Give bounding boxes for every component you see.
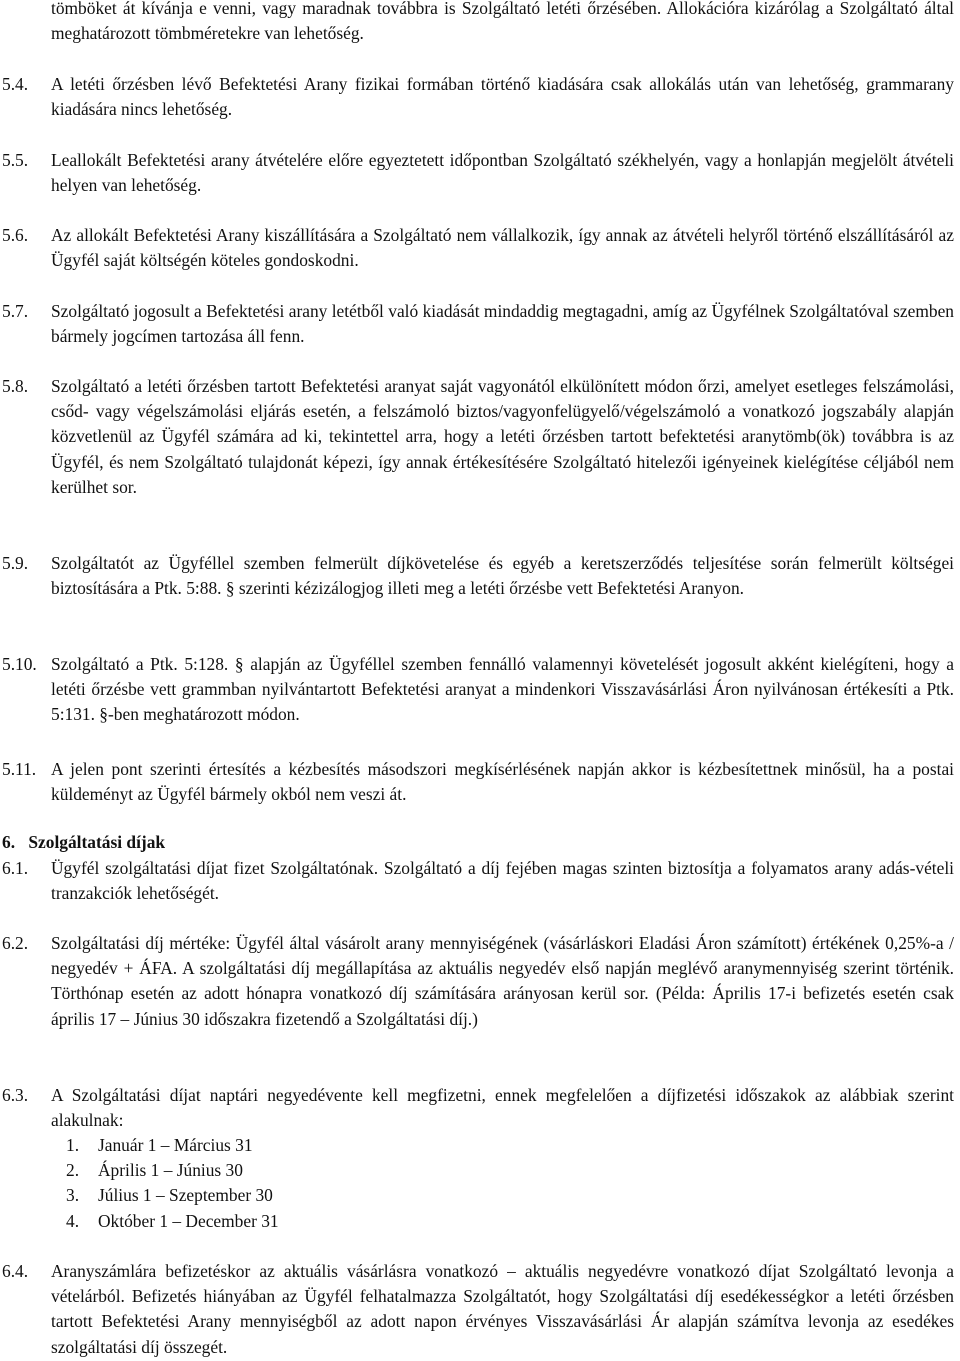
paragraph-number: 5.10. [2, 654, 37, 674]
list-item-number: 4. [66, 1210, 80, 1231]
list-item-number: 1. [66, 1135, 80, 1155]
section-heading [2, 830, 165, 855]
paragraph-number: 5.6. [2, 225, 29, 245]
paragraph-number: 6.4. [2, 1261, 29, 1281]
paragraph-5-6 [2, 223, 954, 273]
paragraph-text: Szolgáltatási díj mértéke: Ügyfél által vásárolt arany mennyiségének (vásárláskori Eladási Áron számított) értékének 0,25%-a / negyedév + ÁFA. A szolgáltatási díj megállapítása az aktuális negyedév első napján meglévő aranymennyiség szerint történik. Törthónap esetén az adott hónapra vonatkozó díj számítására arányosan kerül sor. (Példa: Április 17-i befizetés esetén csak április 17 – Június 30 időszakra fizetendő a Szolgáltatási díj.) [51, 933, 954, 1029]
intro-paragraph [2, 0, 954, 46]
paragraph-text: A Szolgáltatási díjat naptári negyedévente kell megfizetni, ennek megfelelően a díjfizetési időszakok az alábbiak szerint alakulnak: [51, 1085, 954, 1131]
paragraph-text: A jelen pont szerinti értesítés a kézbesítés másodszori megkísérlésének napján akkor is kézbesítettnek minősül, ha a postai küldeményt az Ügyfél bármely okból nem veszi át. [51, 759, 954, 805]
paragraph-6-4 [2, 1259, 954, 1360]
paragraph-text: Szolgáltatót az Ügyféllel szemben felmerült díjkövetelése és egyéb a keretszerződés teljesítése során felmerült költségei biztosítására a Ptk. 5:88. § szerinti kézizálogjog illeti meg a letéti őrzésbe vett Befektetési Aranyon. [51, 553, 954, 599]
paragraph-5-4 [2, 72, 954, 122]
list-item [66, 1133, 279, 1158]
paragraph-number: 5.4. [2, 74, 29, 94]
paragraph-text: Szolgáltató jogosult a Befektetési arany letétből való kiadását mindaddig megtagadni, amíg az Ügyfélnek Szolgáltatóval szemben bármely jogcímen tartozása áll fenn. [51, 301, 954, 347]
paragraph-5-11 [2, 757, 954, 807]
list-item-number: 3. [66, 1185, 80, 1206]
section-number: 6. [2, 832, 16, 852]
paragraph-5-5 [2, 148, 954, 198]
paragraph-5-7 [2, 299, 954, 349]
paragraph-text: A letéti őrzésben lévő Befektetési Arany fizikai formában történő kiadására csak allokálás után van lehetőség, grammarany kiadására nincs lehetőség. [51, 74, 954, 120]
paragraph-text: Az allokált Befektetési Arany kiszállítására a Szolgáltató nem vállalkozik, így annak az átvételi helyről történő elszállításáról az Ügyfél saját költségén köteles gondoskodni. [51, 225, 954, 271]
paragraph-number: 5.7. [2, 301, 29, 321]
paragraph-number: 5.9. [2, 553, 29, 573]
paragraph-number: 6.1. [2, 858, 29, 878]
paragraph-number: 6.3. [2, 1085, 29, 1105]
paragraph-5-10 [2, 652, 954, 728]
paragraph-number: 5.8. [2, 376, 29, 396]
period-list [66, 1133, 279, 1234]
paragraph-6-1 [2, 856, 954, 906]
list-item [66, 1183, 279, 1208]
paragraph-number: 6.2. [2, 933, 29, 953]
list-item [66, 1158, 279, 1183]
list-item-label: Július 1 – Szeptember 30 [98, 1185, 273, 1206]
paragraph-number: 5.11. [2, 759, 37, 779]
list-item-label: Október 1 – December 31 [98, 1210, 279, 1231]
list-item-label: Április 1 – Június 30 [98, 1160, 243, 1181]
paragraph-text: Szolgáltató a letéti őrzésben tartott Befektetési aranyat saját vagyonától elkülönített módon őrzi, amelyet esetleges felszámolási, csőd- vagy végelszámolási eljárás esetén, a felszámoló biztos/vagyonfelügyelő/végelszámoló a vonatkozó jogszabály alapján közvetlenül az Ügyfél számára ad ki, tekintettel arra, hogy a letéti őrzésben tartott befektetési aranytömb(ök) továbbra is az Ügyfél, és nem Szolgáltató tulajdonát képezi, így annak értékesítésére Szolgáltató hitelezői igényeinek kielégítése céljából nem kerülhet sor. [51, 376, 954, 497]
list-item-number: 2. [66, 1160, 80, 1181]
paragraph-6-2 [2, 931, 954, 1032]
paragraph-number: 5.5. [2, 150, 29, 170]
paragraph-text: Aranyszámlára befizetéskor az aktuális vásárlásra vonatkozó – aktuális negyedévre vonatkozó díjat Szolgáltató levonja a vételárból. Befizetés hiányában az Ügyfél felhatalmazza Szolgáltatót, hogy Szolgáltatási díj esedékességkor a letéti őrzésben tartott Befektetési Arany mennyiségből az adott napon érvényes Visszavásárlási Ár alapján számítva levonja az esedékes szolgáltatási díj összegét. [51, 1261, 954, 1357]
paragraph-6-3 [2, 1083, 954, 1133]
paragraph-text: Leallokált Befektetési arany átvételére előre egyeztetett időpontban Szolgáltató székhelyén, vagy a honlapján megjelölt átvételi helyen van lehetőség. [51, 150, 954, 196]
list-item-label: Január 1 – Március 31 [98, 1135, 253, 1155]
paragraph-5-9 [2, 551, 954, 601]
paragraph-text: Szolgáltató a Ptk. 5:128. § alapján az Ügyféllel szemben fennálló valamennyi követelését jogosult akként kielégíteni, hogy a letéti őrzésbe vett grammban nyilvántartott Befektetési aranyat a mindenkori Visszavásárlási Áron nyilvánosan értékesíti a Ptk. 5:131. §-ben meghatározott módon. [51, 654, 954, 725]
paragraph-text: Ügyfél szolgáltatási díjat fizet Szolgáltatónak. Szolgáltató a díj fejében magas szinten biztosítja a folyamatos arany adás-vételi tranzakciók lehetőségét. [51, 858, 954, 904]
section-title: Szolgáltatási díjak [28, 832, 166, 852]
paragraph-5-8 [2, 374, 954, 500]
list-item [66, 1209, 279, 1234]
paragraph-text: tömböket át kívánja e venni, vagy maradnak továbbra is Szolgáltató letéti őrzésében. Allokációra kizárólag a Szolgáltató által meghatározott tömbméretekre van lehetőség. [51, 0, 954, 44]
